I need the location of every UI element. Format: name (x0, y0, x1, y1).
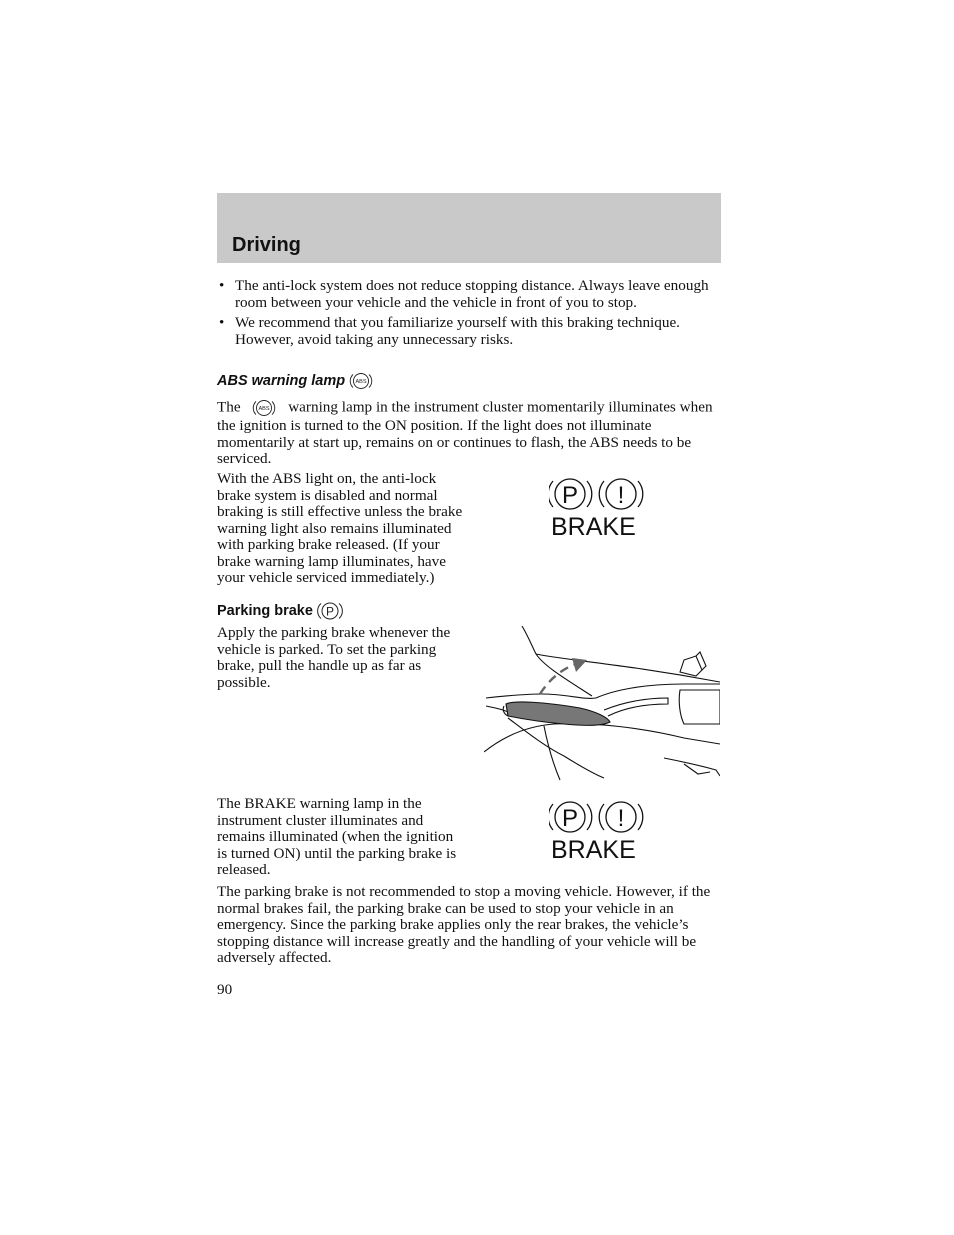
brake-lamp-word: BRAKE (551, 836, 636, 864)
page-number: 90 (217, 981, 233, 998)
brake-p-symbol: P (561, 805, 579, 832)
brake-exclaim-symbol: ! (617, 482, 625, 509)
brake-lamp-circles-icon (549, 800, 659, 838)
brake-lamp-word: BRAKE (551, 513, 636, 541)
bullet-dot: • (219, 277, 225, 294)
parking-icon-label: P (325, 604, 334, 619)
abs-icon (349, 371, 373, 391)
brake-p-symbol: P (561, 482, 579, 509)
abs-icon-inline (250, 398, 278, 418)
abs-paragraph: The ABS warning lamp in the instrument cluster momentarily illuminates when the ignition is turned to the ON position. If the light does not illuminate momentarily at start up, remains on or continues to flash, the ABS needs to be serviced. (217, 398, 713, 467)
bullet-list (217, 278, 721, 352)
parking-brake-heading: Parking brake P (217, 600, 343, 622)
parking-brake-emergency-paragraph: The parking brake is not recommended to stop a moving vehicle. However, if the normal brakes fail, the parking brake can be used to stop your vehicle in an emergency. Since the parking brake applies only the rear brakes, the vehicle’s stopping distance will increase greatly and the handling of your vehicle will be adversely affected. (217, 883, 711, 966)
section-title: Driving (232, 234, 301, 256)
parking-brake-handle-illustration (484, 626, 720, 782)
abs-icon-label: ABS (355, 379, 367, 385)
abs-light-paragraph: With the ABS light on, the anti-lock brake system is disabled and normal braking is still effective unless the brake warning light also remains illuminated with parking brake released. (If your brake warning lamp illuminates, have your vehicle serviced immediately.) (217, 470, 463, 586)
brake-lamp-circles-icon (549, 477, 659, 515)
list-item: • The anti-lock system does not reduce stopping distance. Always leave enough room between your vehicle and the vehicle in front of you to stop. (219, 277, 709, 311)
brake-warning-lamp-symbol (549, 477, 659, 547)
parking-brake-paragraph: Apply the parking brake whenever the vehicle is parked. To set the parking brake, pull the handle up as far as possible. (217, 624, 451, 691)
abs-icon-label: ABS (258, 406, 270, 412)
parking-brake-icon (317, 600, 343, 622)
brake-exclaim-symbol: ! (617, 805, 625, 832)
list-item: • We recommend that you familiarize yourself with this braking technique. However, avoid taking any unnecessary risks. (219, 314, 680, 348)
bullet-dot: • (219, 314, 225, 331)
brake-lamp-paragraph: The BRAKE warning lamp in the instrument cluster illuminates and remains illuminated (when the ignition is turned ON) until the parking brake is released. (217, 795, 457, 878)
brake-warning-lamp-symbol (549, 800, 659, 870)
abs-warning-lamp-heading: ABS warning lamp ABS (217, 371, 373, 391)
